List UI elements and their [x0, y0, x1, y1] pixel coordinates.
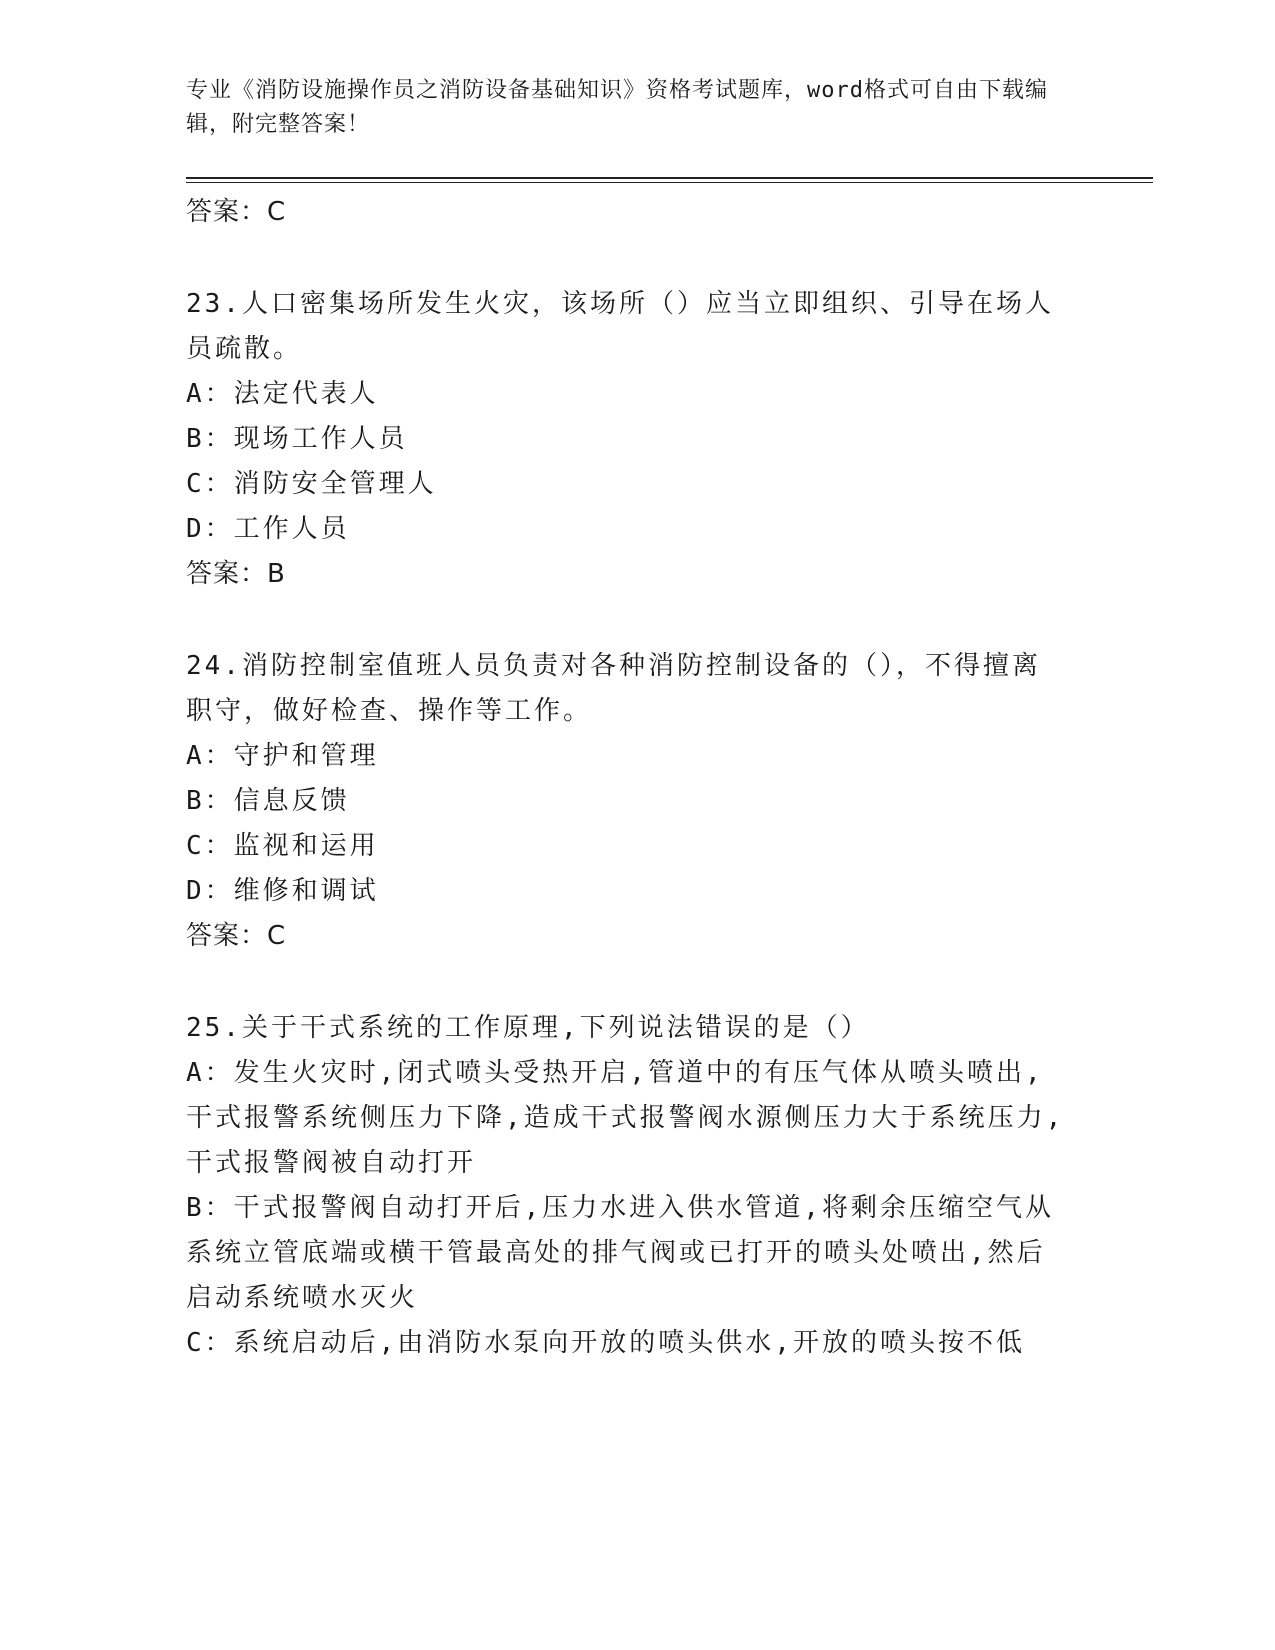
answer-label: 答案：B [186, 559, 286, 589]
option-d: D：维修和调试 [186, 876, 379, 906]
question-24 [186, 644, 1066, 958]
option-a: A：守护和管理 [186, 741, 379, 771]
answer-label: 答案：C [186, 921, 287, 951]
question-list [186, 190, 1066, 1366]
header-divider [186, 177, 1153, 179]
option-c: C：系统启动后,由消防水泵向开放的喷头供水,开放的喷头按不低 [186, 1328, 1025, 1358]
option-b: B：干式报警阀自动打开后,压力水进入供水管道,将剩余压缩空气从系统立管底端或横干管最高处的排气阀或已打开的喷头处喷出,然后启动系统喷水灭火 [186, 1193, 1054, 1313]
spacer [186, 958, 1066, 1006]
question-text: 24.消防控制室值班人员负责对各种消防控制设备的（），不得擅离职守，做好检查、操作等工作。 [186, 651, 1041, 726]
spacer [186, 234, 1066, 282]
option-a: A：法定代表人 [186, 379, 379, 409]
spacer [186, 596, 1066, 644]
document-page [186, 0, 1106, 1650]
question-25 [186, 1006, 1066, 1366]
option-b: B：现场工作人员 [186, 424, 408, 454]
option-d: D：工作人员 [186, 514, 350, 544]
option-b: B：信息反馈 [186, 786, 350, 816]
answer-label: 答案：C [186, 197, 287, 227]
question-23 [186, 282, 1066, 596]
header-divider-thin [186, 182, 1153, 183]
option-c: C：消防安全管理人 [186, 469, 437, 499]
question-text: 23.人口密集场所发生火灾，该场所（）应当立即组织、引导在场人员疏散。 [186, 289, 1054, 364]
page-header: 专业《消防设施操作员之消防设备基础知识》资格考试题库，word格式可自由下载编辑，附完整答案！ [186, 78, 1048, 137]
option-a: A：发生火灾时,闭式喷头受热开启,管道中的有压气体从喷头喷出,干式报警系统侧压力下降,造成干式报警阀水源侧压力大于系统压力,干式报警阀被自动打开 [186, 1058, 1065, 1178]
option-c: C：监视和运用 [186, 831, 379, 861]
question-text: 25.关于干式系统的工作原理,下列说法错误的是（） [186, 1013, 870, 1043]
